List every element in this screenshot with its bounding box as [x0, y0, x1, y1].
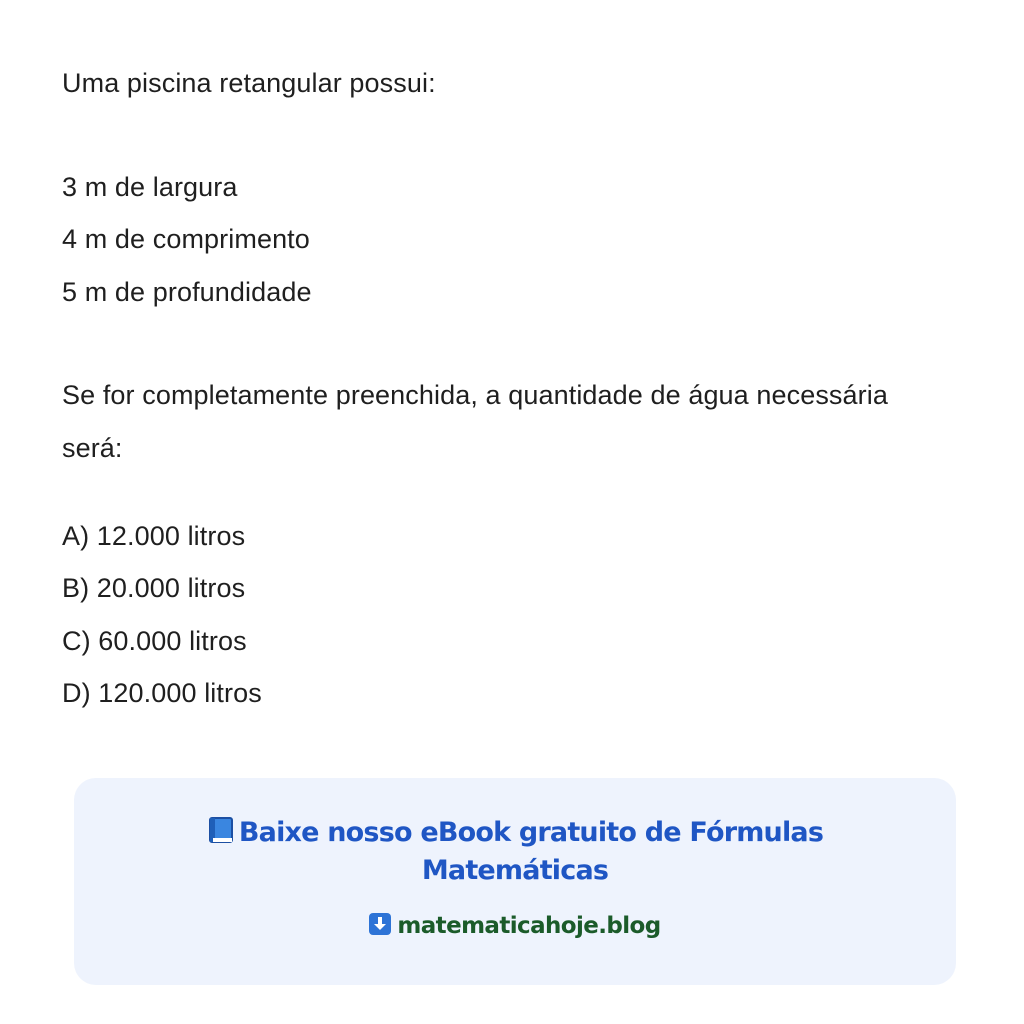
promo-link-text[interactable]: matematicahoje.blog [397, 913, 661, 939]
question-prompt-line2: será: [62, 433, 123, 463]
promo-title-line1: Baixe nosso eBook gratuito de Fórmulas [238, 817, 824, 848]
option-d: D) 120.000 litros [62, 678, 262, 708]
promo-title-line2: Matemáticas [421, 855, 609, 886]
dimension-depth: 5 m de profundidade [62, 277, 312, 307]
book-icon [207, 816, 235, 844]
promo-title[interactable] [74, 814, 956, 890]
promo-title-line1-wrap [74, 814, 956, 852]
option-c: C) 60.000 litros [62, 626, 247, 656]
dimension-length: 4 m de comprimento [62, 224, 310, 254]
option-a: A) 12.000 litros [62, 521, 246, 551]
question-intro: Uma piscina retangular possui: [62, 68, 436, 98]
dimension-width: 3 m de largura [62, 172, 238, 202]
down-arrow-icon [369, 913, 391, 935]
option-b: B) 20.000 litros [62, 573, 246, 603]
question-prompt-line1: Se for completamente preenchida, a quantidade de água necessária [62, 380, 888, 410]
promo-link[interactable] [74, 911, 956, 941]
ebook-promo-box [74, 778, 956, 985]
